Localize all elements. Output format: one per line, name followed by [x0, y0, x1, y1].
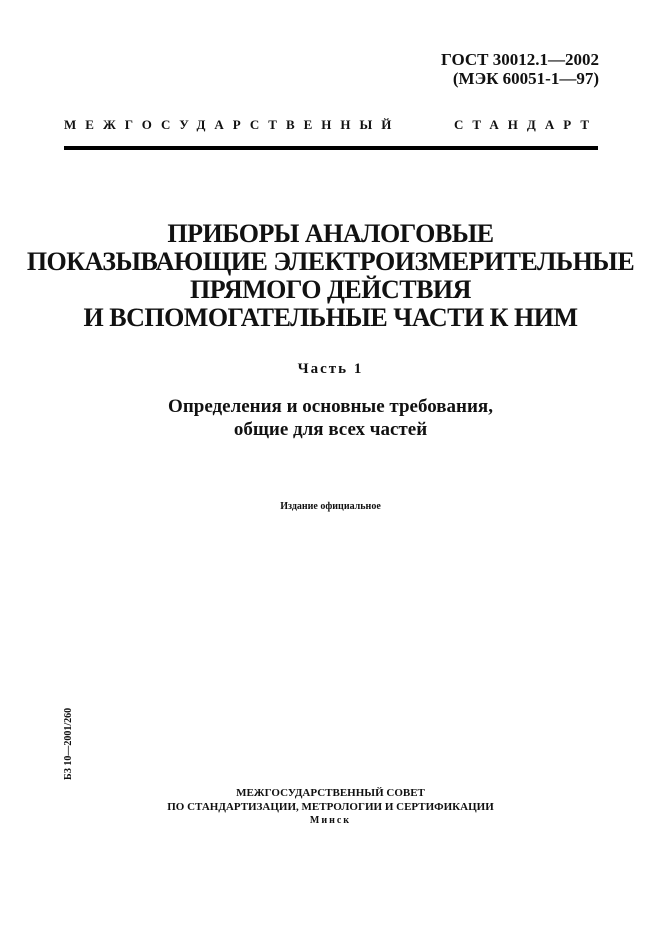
- publisher-line: МЕЖГОСУДАРСТВЕННЫЙ СОВЕТ: [236, 787, 425, 799]
- publisher-line: ПО СТАНДАРТИЗАЦИИ, МЕТРОЛОГИИ И СЕРТИФИКАЦИИ: [167, 801, 494, 813]
- document-subtitle: [0, 395, 661, 441]
- subtitle-line: Определения и основные требования,: [168, 396, 493, 417]
- edition-note: Издание официальное: [280, 501, 381, 512]
- title-line: ПОКАЗЫВАЮЩИЕ ЭЛЕКТРОИЗМЕРИТЕЛЬНЫЕ: [26, 247, 635, 276]
- side-code-text: БЗ 10—2001/260: [63, 707, 74, 780]
- iec-number: (МЭК 60051-1—97): [452, 69, 599, 88]
- part-number: Часть 1: [297, 361, 364, 377]
- publisher-block: [0, 786, 661, 828]
- publisher-city: Минск: [309, 815, 352, 826]
- standard-type-heading: МЕЖГОСУДАРСТВЕННЫЙ СТАНДАРТ: [64, 117, 598, 132]
- gost-number: ГОСТ 30012.1—2002: [441, 50, 599, 69]
- title-line: ПРЯМОГО ДЕЙСТВИЯ: [190, 275, 471, 304]
- document-title: [0, 220, 661, 332]
- horizontal-rule: [64, 146, 598, 150]
- document-code: [441, 50, 599, 88]
- title-line: ПРИБОРЫ АНАЛОГОВЫЕ: [167, 219, 494, 248]
- subtitle-line: общие для всех частей: [233, 419, 428, 440]
- title-line: И ВСПОМОГАТЕЛЬНЫЕ ЧАСТИ К НИМ: [83, 303, 578, 332]
